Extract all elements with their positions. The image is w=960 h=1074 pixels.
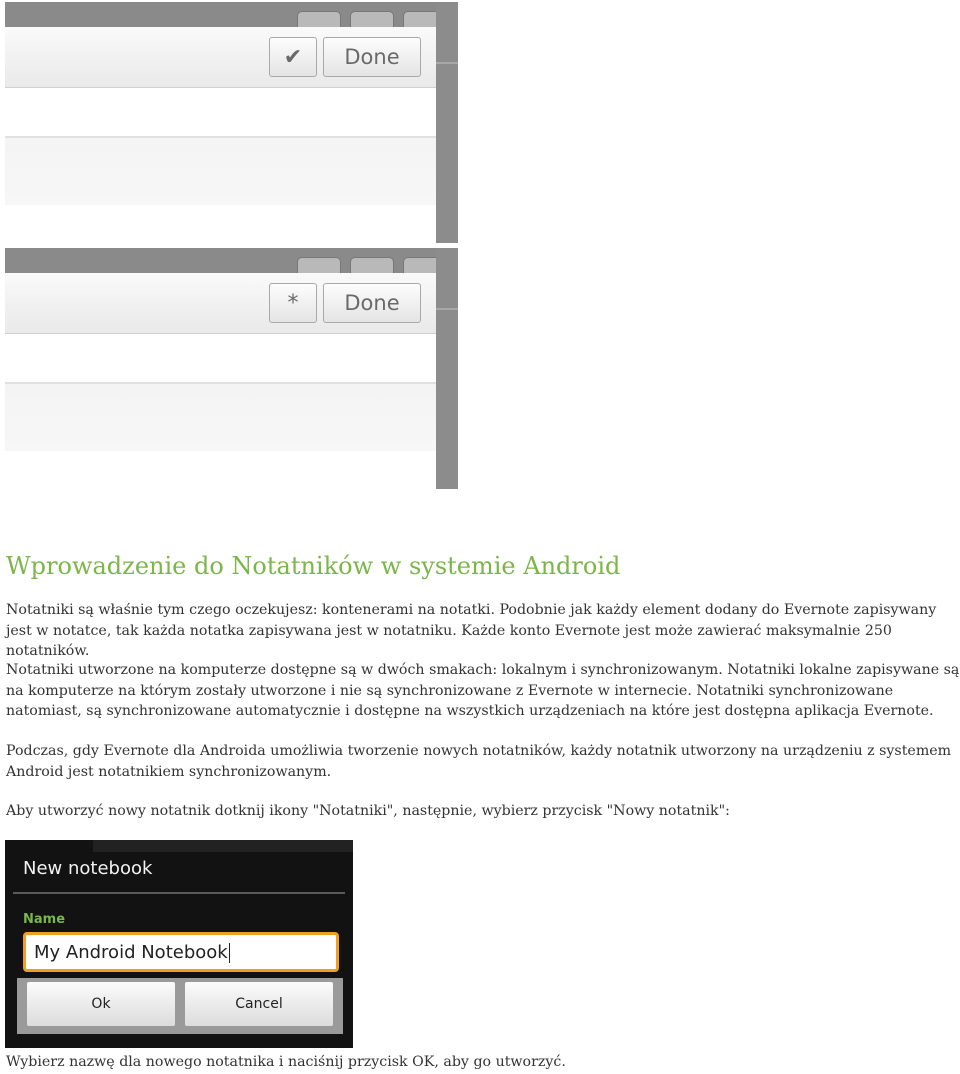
paragraph-local-sync: Notatniki utworzone na komputerze dostępne są w dwóch smakach: lokalnym i synchronizowanym. Notatniki lokalne zapisywane są na komputerze na którym zostały utworzone i nie są synchronizowane z Evernote w internecie. Notatniki synchronizowane natomiast, są synchronizowane automatycznie i dostępne na wszystkich urządzeniach na które jest dostępna aplikacja Evernote. xyxy=(6,662,960,719)
paragraph-final: Wybierz nazwę dla nowego notatnika i naciśnij przycisk OK, aby go utworzyć. xyxy=(6,1054,566,1070)
toolbar-screenshot-2 xyxy=(5,248,458,489)
ok-button[interactable]: Ok xyxy=(27,982,175,1026)
dialog-button-bar xyxy=(17,978,343,1034)
paragraph-android: Podczas, gdy Evernote dla Androida umożliwia tworzenie nowych notatników, każdy notatnik utworzony na urządzeniu z systemem Android jest notatnikiem synchronizowanym. xyxy=(6,743,952,780)
paragraph-instruction: Aby utworzyć nowy notatnik dotknij ikony "Notatniki", następnie, wybierz przycisk "Nowy notatnik": xyxy=(6,803,730,819)
name-label: Name xyxy=(23,912,66,927)
asterisk-icon[interactable]: * xyxy=(269,283,317,323)
done-button[interactable]: Done xyxy=(323,37,421,77)
article-heading: Wprowadzenie do Notatników w systemie Android xyxy=(6,552,621,580)
text-caret xyxy=(229,943,230,963)
new-notebook-dialog xyxy=(5,840,353,1048)
notebook-name-input[interactable] xyxy=(23,932,339,972)
notebook-name-value: My Android Notebook xyxy=(34,942,228,963)
paragraph-intro: Notatniki są właśnie tym czego oczekujesz: kontenerami na notatki. Podobnie jak każdy element dodany do Evernote zapisywany jest w notatce, tak każda notatka zapisywana jest w notatniku. Każde konto Evernote jest może zawierać maksymalnie 250 notatników. xyxy=(6,602,937,659)
toolbar-screenshot-1 xyxy=(5,2,458,243)
cancel-button[interactable]: Cancel xyxy=(185,982,333,1026)
dialog-title: New notebook xyxy=(23,858,153,879)
divider xyxy=(13,892,345,894)
done-button[interactable]: Done xyxy=(323,283,421,323)
checkmark-icon[interactable]: ✔ xyxy=(269,37,317,77)
